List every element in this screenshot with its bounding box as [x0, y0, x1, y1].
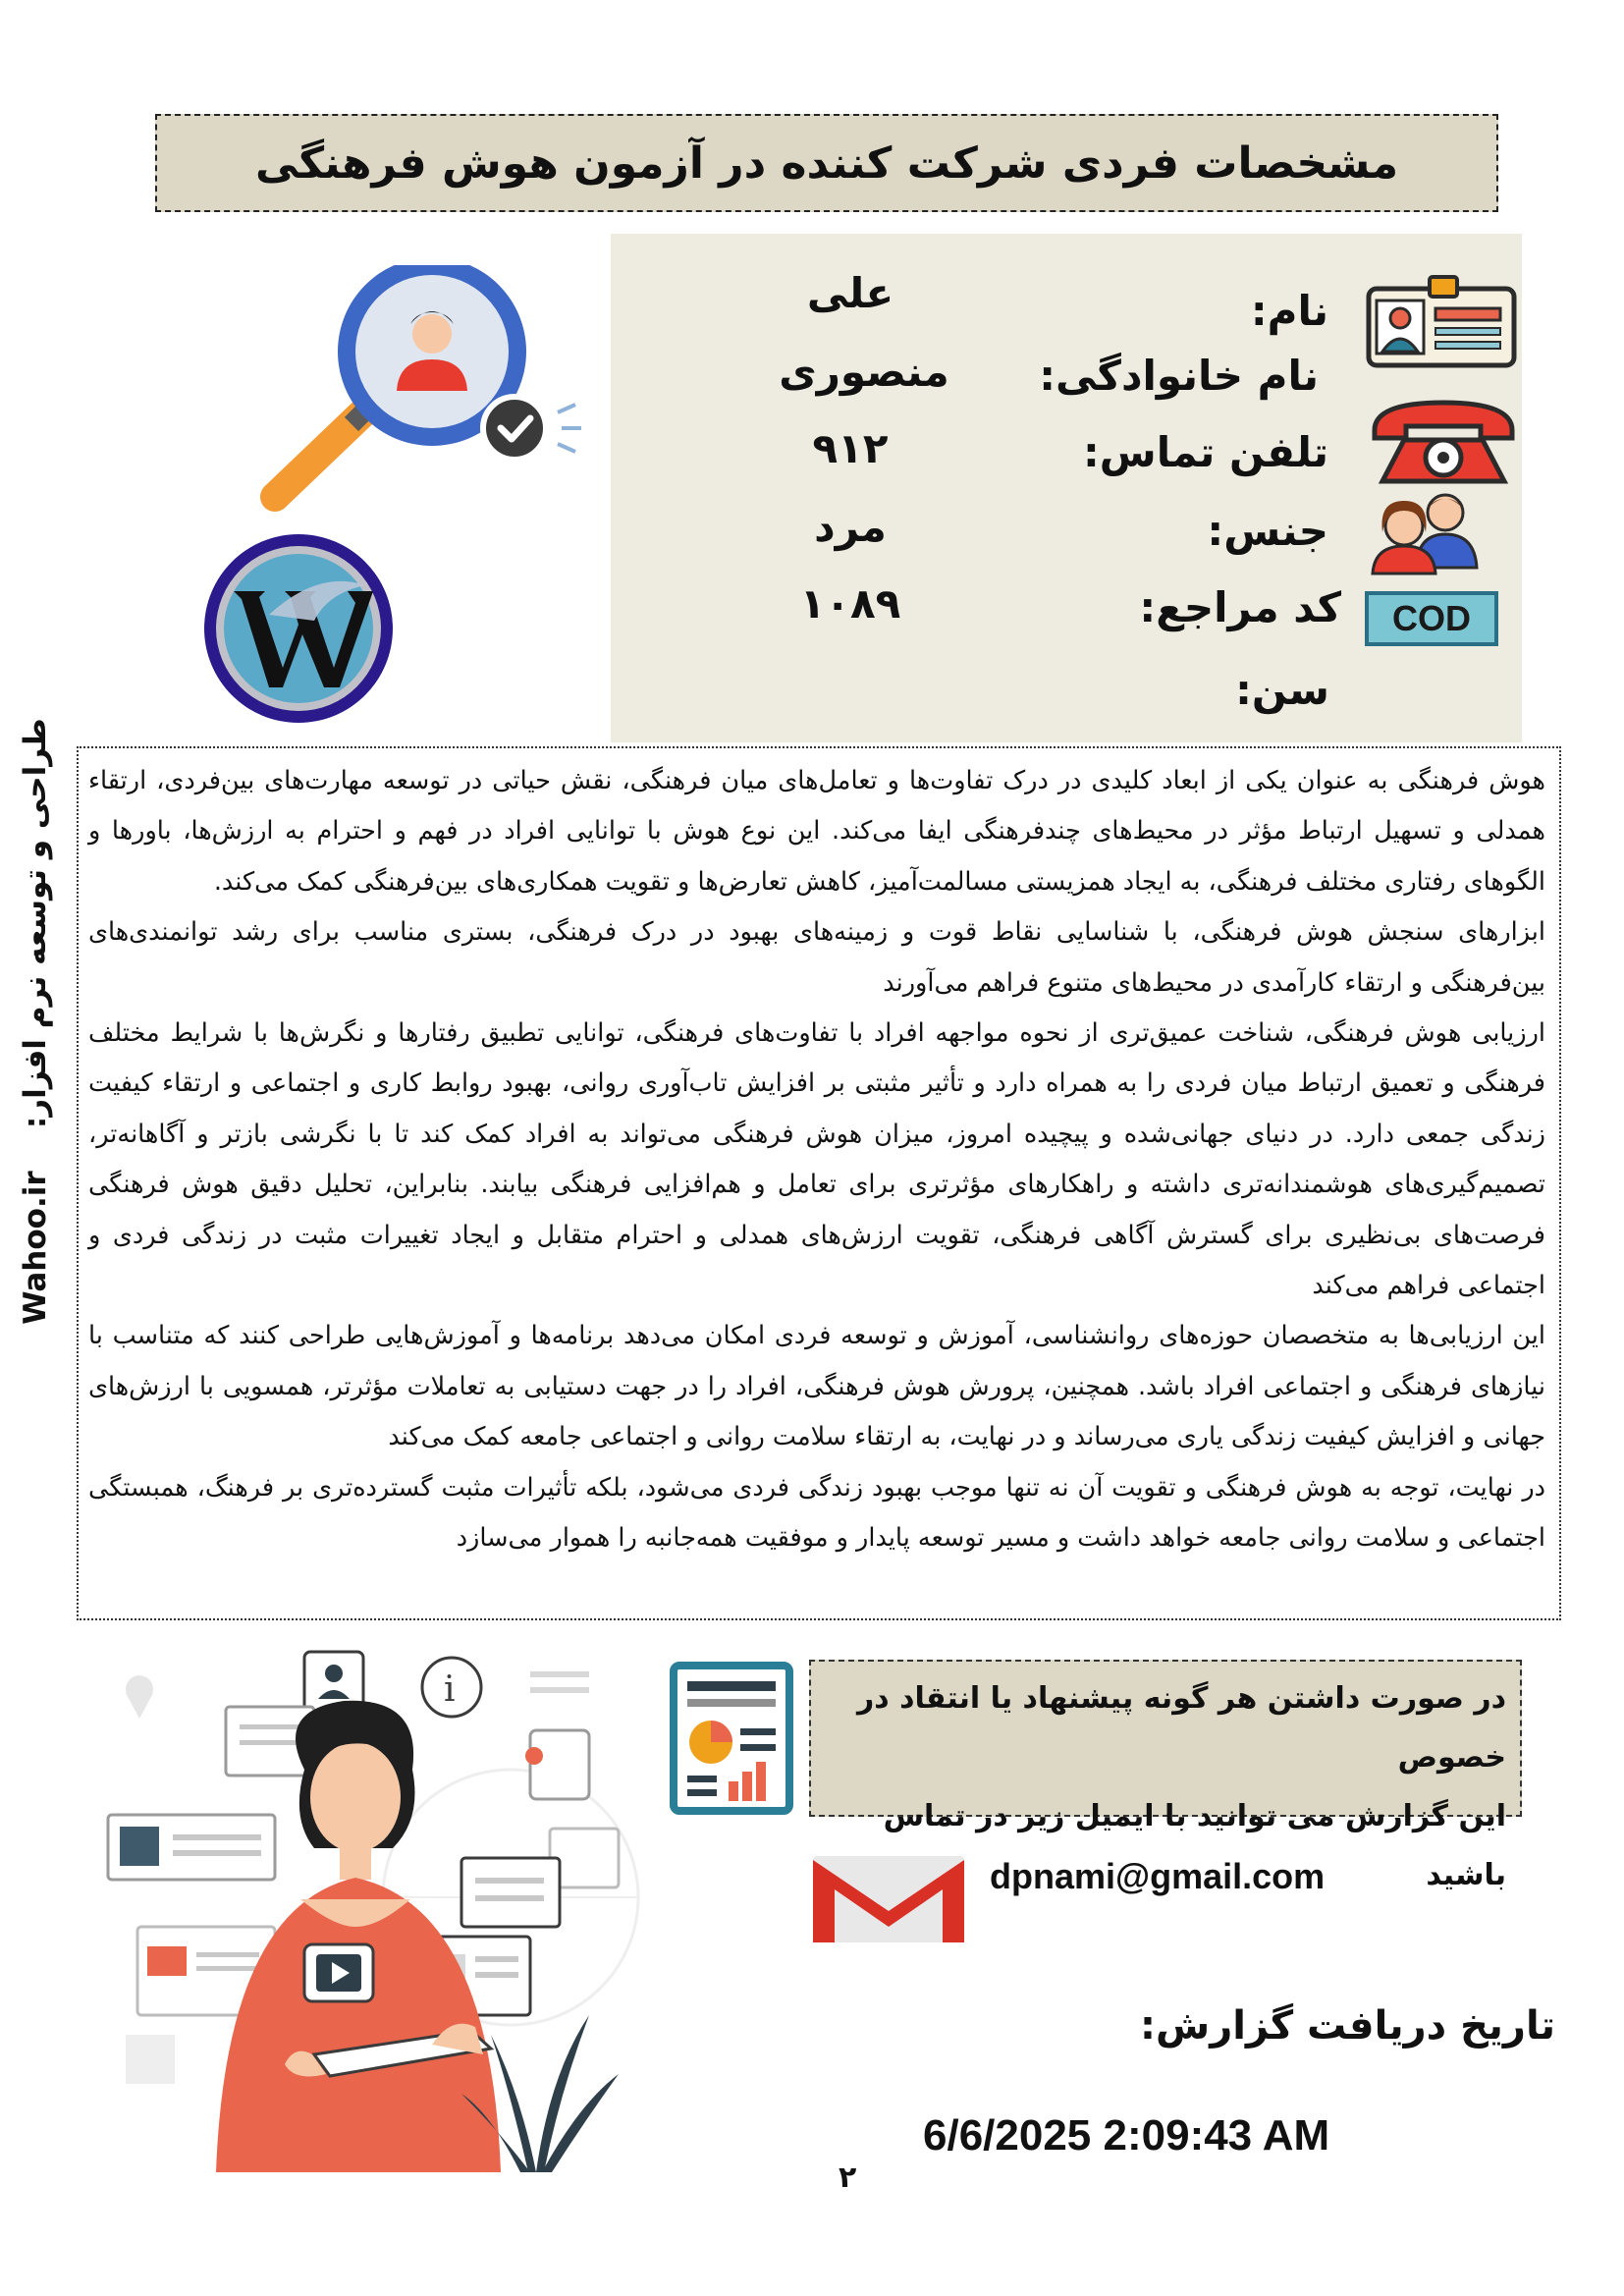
contact-line-1: در صورت داشتن هر گونه پیشنهاد یا انتقاد در خصوص: [856, 1681, 1506, 1775]
id-card-icon: [1363, 275, 1520, 369]
family-label: نام خانوادگی:: [1039, 352, 1319, 400]
gender-icon: [1365, 487, 1485, 575]
user-search-icon: [245, 265, 599, 520]
person-illustration: [98, 1642, 648, 2192]
credit-text: [18, 718, 53, 1324]
paragraph: ارزیابی هوش فرهنگی، شناخت عمیق‌تری از نحوه مواجهه افراد با تفاوت‌های فرهنگی، توانایی تطبیق رفتارها و نگرش‌ها با شرایط مختلف فرهنگی و تعمیق ارتباط میان فردی را به همراه دارد و تأثیر مثبتی بر افزایش تاب‌آوری روانی، بهبود روابط کاری و اجتماعی و ارتقاء کیفیت زندگی جمعی دارد. در دنیای جهانی‌شده و پیچیده امروز، میزان هوش فرهنگی می‌تواند به افراد کمک کند تا با نگرشی بازتر و آگاهانه‌تر، تصمیم‌گیری‌های هوشمندانه‌تری داشته و راهکارهای مؤثرتری برای تعامل و هم‌افزایی فرهنگی بیابند. بنابراین، تحلیل دقیق هوش فرهنگی فرصت‌های بی‌نظیری برای گسترش آگاهی فرهنگی، تقویت ارزش‌های همدلی و احترام متقابل و ایجاد تغییرات مثبت در زندگی فردی و اجتماعی فراهم می‌کند: [88, 1018, 1545, 1301]
gender-value: مرد: [814, 503, 887, 551]
paragraph: هوش فرهنگی به عنوان یکی از ابعاد کلیدی در درک تفاوت‌ها و تعامل‌های میان فرهنگی، نقش حیاتی در توسعه مهارت‌های بین‌فردی، ارتقاء همدلی و تسهیل ارتباط مؤثر در محیط‌های چندفرهنگی ایفا می‌کند. این نوع هوش با توانایی افراد در فهم و احترام به ارزش‌ها، باورها و الگوهای رفتاری مختلف فرهنگی، به ایجاد همزیستی مسالمت‌آمیز، کاهش تعارض‌ها و تقویت همکاری‌های بین‌فرهنگی کمک می‌کند.: [88, 766, 1545, 897]
phone-value: ۹۱۲: [812, 424, 889, 472]
contact-email[interactable]: dpnami@gmail.com: [990, 1856, 1326, 1896]
age-label: سن:: [1235, 666, 1329, 714]
name-value: علی: [806, 269, 894, 317]
cod-badge: COD: [1365, 591, 1498, 646]
credit-site: Wahoo.ir: [18, 1171, 53, 1325]
phone-label: تلفن تماس:: [1082, 428, 1328, 476]
svg-text:i: i: [444, 1669, 456, 1710]
page-title: مشخصات فردی شرکت کننده در آزمون هوش فرهنگی: [155, 114, 1498, 212]
ref-code-label: کد مراجع:: [1139, 583, 1341, 631]
gender-label: جنس:: [1207, 507, 1328, 555]
description-text: [77, 746, 1561, 1620]
phone-icon: [1365, 397, 1522, 487]
ref-code-value: ۱۰۸۹: [799, 579, 901, 628]
credit-label: طراحی و توسعه نرم افزار:: [18, 718, 53, 1129]
gmail-icon: [807, 1850, 970, 1948]
sidebar-credit: [10, 718, 61, 1325]
page-number: ۲: [839, 2160, 857, 2195]
name-label: نام:: [1250, 287, 1328, 335]
paragraph: این ارزیابی‌ها به متخصصان حوزه‌های روانشناسی، آموزش و توسعه فردی امکان می‌دهد برنامه‌ها و آموزش‌هایی طراحی کنند که متناسب با نیازهای فرهنگی و اجتماعی افراد باشد. همچنین، پرورش هوش فرهنگی، افراد را در جهت دستیابی به تعاملات مؤثرتر، همسویی با ارزش‌های جهانی و افزایش کیفیت زندگی یاری می‌رساند و در نهایت، به ارتقاء سلامت روانی و اجتماعی جامعه کمک می‌کند: [88, 1321, 1545, 1452]
paragraph: در نهایت، توجه به هوش فرهنگی و تقویت آن نه تنها موجب بهبود زندگی فردی می‌شود، بلکه تأثیرات مثبت گسترده‌تری بر فرهنگ، همبستگی اجتماعی و سلامت روانی جامعه خواهد داشت و مسیر توسعه پایدار و موفقیت همه‌جانبه را هموار می‌سازد: [88, 1472, 1545, 1554]
report-icon: [670, 1662, 793, 1815]
contact-line-2: این گزارش می توانید با ایمیل زیر در تماس باشید: [883, 1799, 1506, 1892]
report-date-label: تاریخ دریافت گزارش:: [1140, 2003, 1555, 2049]
wordpress-logo: [200, 530, 397, 727]
paragraph: ابزارهای سنجش هوش فرهنگی، با شناسایی نقاط قوت و زمینه‌های بهبود در درک فرهنگی، بستری مناسب برای رشد توانمندی‌های بین‌فرهنگی و ارتقاء کارآمدی در محیط‌های متنوع فراهم می‌آورند: [88, 917, 1545, 998]
report-date-value: 6/6/2025 2:09:43 AM: [923, 2111, 1330, 2159]
family-value: منصوری: [779, 348, 949, 396]
